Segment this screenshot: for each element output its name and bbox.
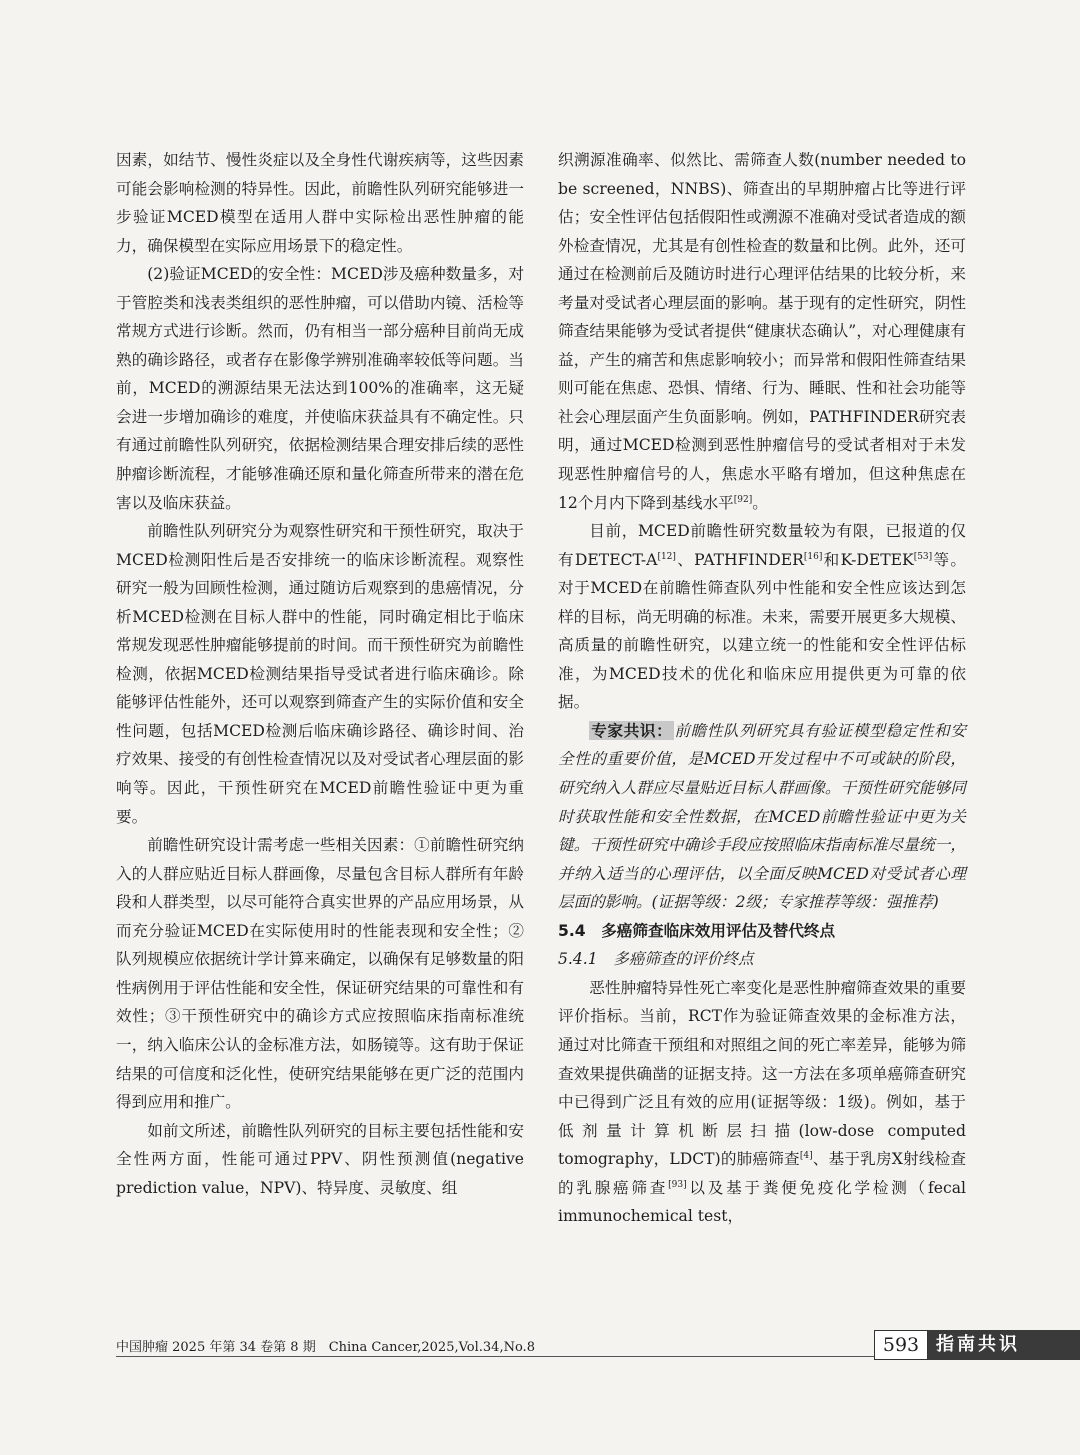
right-paragraph-1-end: 。 (752, 493, 768, 512)
expert-consensus-label: 专家共识： (591, 720, 673, 740)
right-paragraph-1-text: 织溯源准确率、似然比、需筛查人数(number needed to be screened，NNBS)、筛查出的早期肿瘤占比等进行评估；安全性评估包括假阳性或溯源不准确对受试者造成的额外检查情况，尤其是有创性检查的数量和比例。此外，还可通过在检测前后及随访时进行心理评估结果的比较分析，来考量对受试者心理层面的影响。基于现有的定性研究，阴性筛查结果能够为受试者提供“健康状态确认”，对心理健康有益，产生的痛苦和焦虑影响较小；而异常和假阳性筛查结果则可能在焦虑、恐惧、情绪、行为、睡眠、性和社会功能等社会心理层面产生负面影响。例如，PATHFINDER研究表明，通过MCED检测到恶性肿瘤信号的受试者相对于未发现恶性肿瘤信号的人，焦虑水平略有增加，但这种焦虑在12个月内下降到基线水平 (558, 151, 966, 512)
citation-53: [53] (913, 551, 933, 562)
right-paragraph-3 (558, 974, 966, 1231)
subsection-heading-5-4-1: 5.4.1 多癌筛查的评价终点 (558, 950, 754, 969)
right-paragraph-2-c: 和K-DETEK (822, 550, 914, 569)
left-paragraph-2: (2)验证MCED的安全性：MCED涉及癌种数量多，对于管腔类和浅表类组织的恶性肿瘤，可以借助内镜、活检等常规方式进行诊断。然而，仍有相当一部分癌种目前尚无成熟的确诊路径，或者存在影像学辨别准确率较低等问题。当前，MCED的溯源结果无法达到100%的准确率，这无疑会进一步增加确诊的难度，并使临床获益具有不确定性。只有通过前瞻性队列研究，依据检测结果合理安排后续的恶性肿瘤诊断流程，才能够准确还原和量化筛查所带来的潜在危害以及临床获益。 (116, 265, 524, 512)
right-paragraph-2 (558, 517, 966, 717)
left-paragraph-3: 前瞻性队列研究分为观察性研究和干预性研究，取决于MCED检测阳性后是否安排统一的临床诊断流程。观察性研究一般为回顾性检测，通过随访后观察到的患癌情况，分析MCED检测在目标人群中的性能，同时确定相比于临床常规发现恶性肿瘤能够提前的时间。而干预性研究为前瞻性检测，依据MCED检测结果指导受试者进行临床确诊。除能够评估性能外，还可以观察到筛查产生的实际价值和安全性问题，包括MCED检测后临床确诊路径、确诊时间、治疗效果、接受的有创性检查情况以及对受试者心理层面的影响等。因此，干预性研究在MCED前瞻性验证中更为重要。 (116, 522, 524, 826)
right-paragraph-1 (558, 146, 966, 517)
right-column (558, 146, 966, 1231)
citation-12: [12] (657, 551, 676, 562)
citation-4: [4] (799, 1150, 813, 1161)
page-number: 593 (874, 1330, 928, 1360)
left-paragraph-5: 如前文所述，前瞻性队列研究的目标主要包括性能和安全性两方面，性能可通过PPV、阴性预测值(negative prediction value，NPV)、特异度、灵敏度、组 (116, 1121, 524, 1197)
right-paragraph-3-b: 、基于乳房X射线检查的乳腺癌筛查 (558, 1150, 967, 1197)
right-paragraph-3-c: 以及基于粪便免疫化学检测（fecal immunochemical test， (558, 1178, 966, 1226)
right-paragraph-2-b: 、PATHFINDER (675, 550, 804, 569)
left-paragraph-1: 因素，如结节、慢性炎症以及全身性代谢疾病等，这些因素可能会影响检测的特异性。因此，前瞻性队列研究能够进一步验证MCED模型在适用人群中实际检出恶性肿瘤的能力，确保模型在实际应用场景下的稳定性。 (116, 151, 524, 255)
right-paragraph-2-d: 等。对于MCED在前瞻性筛查队列中性能和安全性应该达到怎样的目标，尚无明确的标准。未来，需要开展更多大规模、高质量的前瞻性研究，以建立统一的性能和安全性评估标准，为MCED技术的优化和临床应用提供更为可靠的依据。 (558, 550, 966, 712)
left-paragraph-4: 前瞻性研究设计需考虑一些相关因素：①前瞻性研究纳入的人群应贴近目标人群画像，尽量包含目标人群所有年龄段和人群类型，以尽可能符合真实世界的产品应用场景，从而充分验证MCED在实际使用时的性能表现和安全性；②队列规模应依据统计学计算来确定，以确保有足够数量的阳性病例用于评估性能和安全性，保证研究结果的可靠性和有效性；③干预性研究中的确诊方式应按照临床指南标准统一，纳入临床公认的金标准方法，如肠镜等。这有助于保证结果的可信度和泛化性，使研究结果能够在更广泛的范围内得到应用和推广。 (116, 836, 524, 1112)
page-footer (116, 1330, 1020, 1364)
journal-info: 中国肿瘤 2025 年第 34 卷第 8 期 China Cancer,2025,Vol.34,No.8 (116, 1340, 535, 1355)
footer-rule (116, 1356, 976, 1357)
citation-93: [93] (668, 1179, 687, 1190)
section-heading-5-4: 5.4 多癌筛查临床效用评估及替代终点 (558, 921, 836, 940)
right-paragraph-2-a: 目前，MCED前瞻性研究数量较为有限，已报道的仅有DETECT-A (558, 522, 966, 569)
citation-16: [16] (803, 551, 823, 562)
expert-consensus-text: 前瞻性队列研究具有验证模型稳定性和安全性的重要价值，是MCED开发过程中不可或缺的阶段，研究纳入人群应尽量贴近目标人群画像。干预性研究能够同时获取性能和安全性数据，在MCED前瞻性验证中更为关键。干预性研究中确诊手段应按照临床指南标准尽量统一，并纳入适当的心理评估，以全面反映MCED对受试者心理层面的影响。(证据等级：2级；专家推荐等级：强推荐) (558, 721, 966, 912)
section-tag: 指南共识 (928, 1330, 1080, 1360)
right-paragraph-3-a: 恶性肿瘤特异性死亡率变化是恶性肿瘤筛查效果的重要评价指标。当前，RCT作为验证筛查效果的金标准方法，通过对比筛查干预组和对照组之间的死亡率差异，能够为筛查效果提供确凿的证据支持。这一方法在多项单癌筛查研究中已得到广泛且有效的应用(证据等级：1级)。例如，基于低剂量计算机断层扫描(low-dose computed tomography，LDCT)的肺癌筛查 (558, 978, 966, 1169)
expert-consensus (558, 717, 966, 917)
left-column (116, 146, 524, 1202)
citation-92: [92] (733, 494, 753, 505)
